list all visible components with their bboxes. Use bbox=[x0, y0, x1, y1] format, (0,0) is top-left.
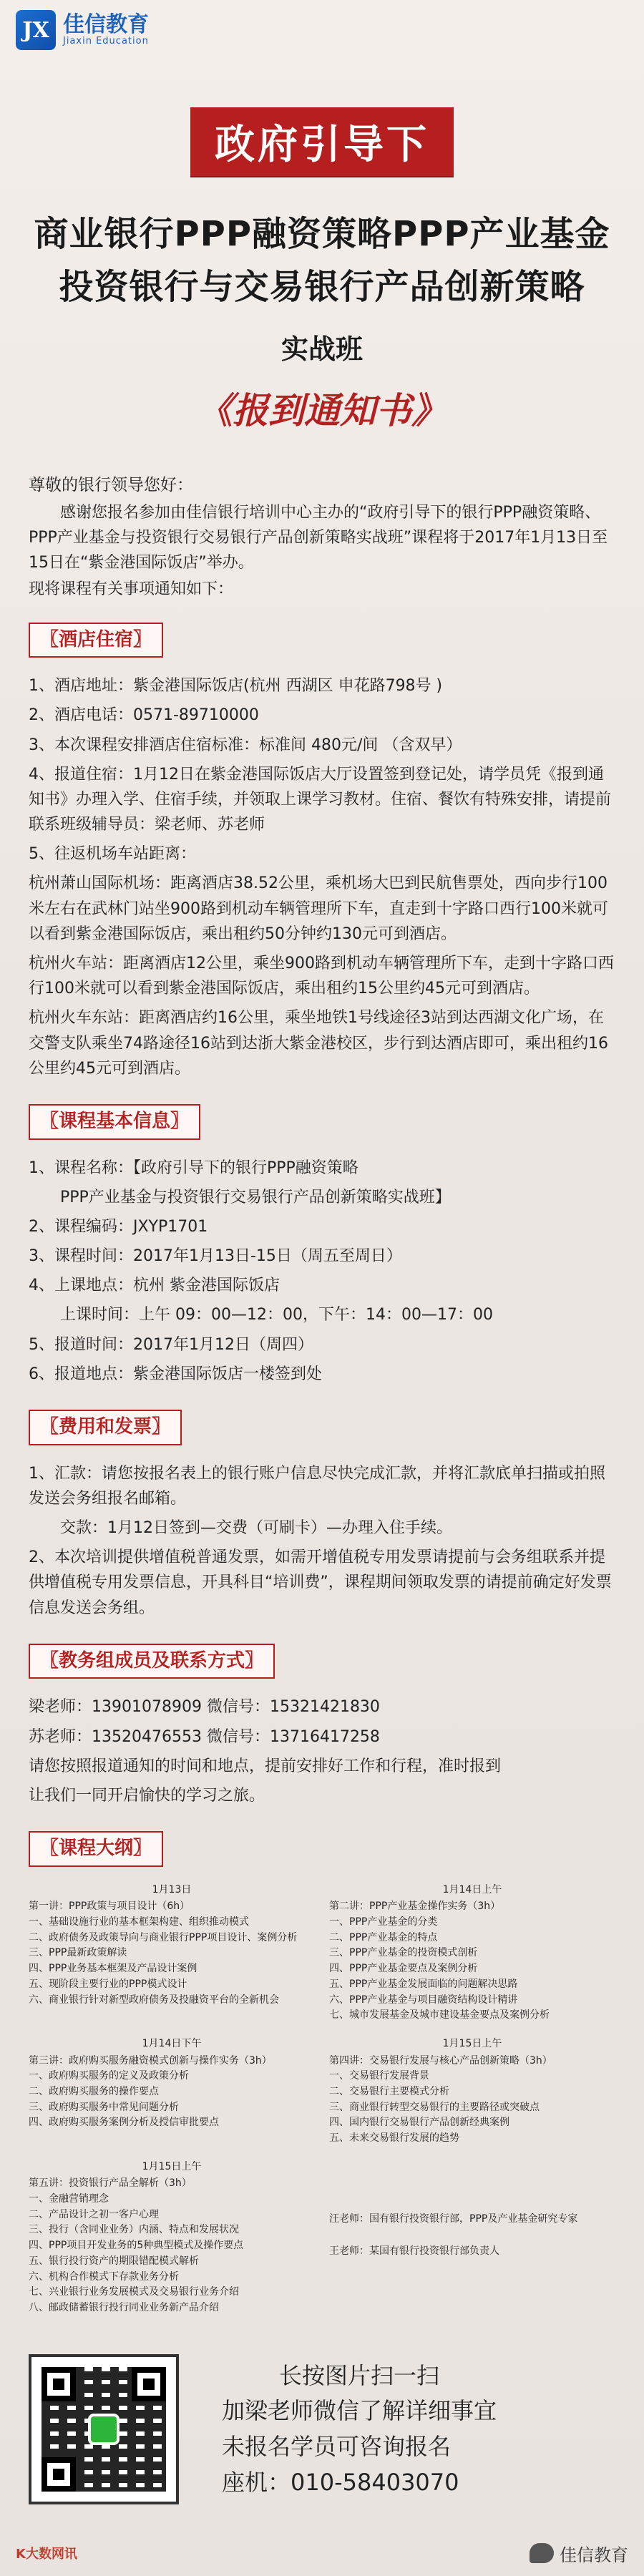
title-line-2: 投资银行与交易银行产品创新策略 bbox=[59, 267, 585, 308]
intro-body: 感谢您报名参加由佳信银行培训中心主办的“政府引导下的银行PPP融资策略、PPP产业基金与投资银行交易银行产品创新策略实战班”课程将于2017年1月13日至15日在“紫金港国际饭店”举办。 bbox=[29, 503, 608, 572]
outline-day: 1月14日上午 bbox=[442, 1883, 502, 1896]
section-fees: 〖费用和发票〗 bbox=[29, 1410, 182, 1445]
subtitle: 实战班 bbox=[280, 333, 363, 365]
qr-line: 未报名学员可咨询报名 bbox=[222, 2433, 452, 2460]
footer bbox=[0, 2530, 644, 2576]
hero bbox=[0, 107, 644, 434]
teacher-line: 汪老师：国有银行投资银行部，PPP及产业基金研究专家 bbox=[329, 2212, 578, 2225]
outline-day: 1月13日 bbox=[152, 1883, 192, 1896]
section-contacts: 〖教务组成员及联系方式〗 bbox=[29, 1644, 275, 1679]
outline-item: 一、政府购买服务的定义及政策分析 bbox=[29, 2070, 189, 2082]
outline-item: 五、现阶段主要行业的PPP模式设计 bbox=[29, 1978, 187, 1990]
outline-item: 七、兴业银行业务发展模式及交易银行业务介绍 bbox=[29, 2286, 239, 2298]
notice-title: 《报到通知书》 bbox=[197, 389, 447, 431]
list-item: 1、酒店地址：紫金港国际饭店(杭州 西湖区 申花路798号 ) bbox=[29, 677, 443, 696]
outline-header: 第三讲：政府购买服务融资模式创新与操作实务（3h） bbox=[29, 2054, 272, 2067]
outline-item: 一、交易银行发展背景 bbox=[329, 2070, 429, 2082]
content bbox=[29, 472, 615, 2329]
outline-block bbox=[329, 2036, 615, 2147]
wechat-name: 佳信教育 bbox=[560, 2545, 628, 2565]
teacher-line: 王老师：某国有银行投资银行部负责人 bbox=[329, 2245, 499, 2258]
qr-code[interactable] bbox=[29, 2354, 179, 2504]
outline-item: 三、PPP产业基金的投资模式剖析 bbox=[329, 1947, 478, 1959]
course-outline bbox=[29, 1883, 615, 2316]
list-item: 3、本次课程安排酒店住宿标准：标准间 480元/间 （含双早） bbox=[29, 736, 462, 754]
outline-item: 四、PPP业务基本框架及产品设计案例 bbox=[29, 1963, 197, 1975]
contacts-list bbox=[29, 1694, 615, 1808]
outline-item: 二、产品设计之初一客户心理 bbox=[29, 2208, 159, 2220]
qr-line: 长按图片扫一扫 bbox=[279, 2361, 440, 2389]
list-item: 5、报道时间：2017年1月12日（周四） bbox=[29, 1335, 313, 1354]
qr-area bbox=[29, 2340, 615, 2519]
section-course: 〖课程基本信息〗 bbox=[29, 1104, 200, 1140]
qr-finder-icon bbox=[42, 2457, 76, 2492]
outline-block bbox=[29, 2036, 315, 2147]
outline-item: 二、交易银行主要模式分析 bbox=[329, 2085, 449, 2097]
brand-logo-icon: JX bbox=[16, 10, 56, 50]
fees-list bbox=[29, 1461, 615, 1621]
wechat-logo-icon bbox=[88, 2414, 119, 2445]
list-item: 上课时间：上午 09：00—12：00，下午：14：00—17：00 bbox=[60, 1306, 493, 1324]
course-list bbox=[29, 1156, 615, 1387]
outline-day: 1月15日上午 bbox=[442, 2037, 502, 2049]
title-line-1: 商业银行PPP融资策略PPP产业基金 bbox=[34, 214, 610, 254]
brand bbox=[16, 10, 149, 50]
outline-row bbox=[29, 1883, 615, 2024]
outline-item: 三、商业银行转型交易银行的主要路径或突破点 bbox=[329, 2101, 540, 2113]
outline-item: 五、PPP产业基金发展面临的问题解决思路 bbox=[329, 1978, 518, 1990]
outline-item: 八、邮政储蓄银行投行同业业务新产品介绍 bbox=[29, 2301, 219, 2313]
outline-item: 六、商业银行针对新型政府债务及投融资平台的全新机会 bbox=[29, 1994, 279, 2006]
outline-item: 一、基础设施行业的基本框架构建、组织推动模式 bbox=[29, 1916, 249, 1928]
outline-teachers bbox=[329, 2160, 615, 2316]
route-airport: 杭州萧山国际机场：距离酒店38.52公里，乘机场大巴到民航售票处，西向步行100米左右在武林门站坐900路到机动车辆管理所下车，直走到十字路口西行100米就可以看到紫金港国际饭店，乘出租约50分钟约130元可到酒店。 bbox=[29, 874, 608, 943]
qr-line: 座机：010-58403070 bbox=[222, 2468, 459, 2496]
outline-item: 四、PPP项目开发业务的5种典型模式及操作要点 bbox=[29, 2240, 244, 2252]
fees-pay: 交款：1月12日签到—交费（可刷卡）—办理入住手续。 bbox=[60, 1519, 452, 1538]
outline-row bbox=[29, 2160, 615, 2316]
outline-day: 1月15日上午 bbox=[142, 2160, 202, 2172]
outline-block bbox=[29, 1883, 315, 2024]
page-title bbox=[0, 208, 644, 314]
contacts-closing: 让我们一同开启愉快的学习之旅。 bbox=[29, 1786, 265, 1805]
outline-item: 五、银行投行资产的期限错配模式解析 bbox=[29, 2255, 199, 2267]
outline-row bbox=[29, 2036, 615, 2147]
list-item: 2、课程编码：JXYP1701 bbox=[29, 1217, 208, 1236]
outline-day: 1月14日下午 bbox=[142, 2037, 202, 2049]
contacts-note: 请您按照报道通知的时间和地点，提前安排好工作和行程，准时报到 bbox=[29, 1757, 502, 1775]
section-hotel: 〖酒店住宿〗 bbox=[29, 623, 163, 658]
outline-item: 六、机构合作模式下存款业务分析 bbox=[29, 2270, 179, 2283]
outline-item: 二、政府债务及政策导向与商业银行PPP项目设计、案例分析 bbox=[29, 1931, 298, 1943]
list-item: 4、报道住宿：1月12日在紫金港国际饭店大厅设置签到登记处，请学员凭《报到通知书》办理入学、住宿手续，并领取上课学习教材。住宿、餐饮有特殊安排，请提前联系班级辅导员：梁老师、苏老师 bbox=[29, 765, 612, 834]
footer-mark: K大数网讯 bbox=[16, 2547, 77, 2562]
brand-name: 佳信教育 bbox=[63, 11, 149, 37]
fees-invoice: 2、本次培训提供增值税普通发票，如需开增值税专用发票请提前与会务组联系并提供增值税专用发票信息，开具科目“培训费”，课程期间领取发票的请提前确定好发票信息发送会务组。 bbox=[29, 1548, 612, 1617]
outline-block bbox=[29, 2160, 315, 2316]
contact-line: 苏老师：13520476553 微信号：13716417258 bbox=[29, 1727, 380, 1746]
outline-item: 四、政府购买服务案例分析及授信审批要点 bbox=[29, 2117, 219, 2129]
intro bbox=[29, 472, 615, 602]
fees-remit: 1、汇款：请您按报名表上的银行账户信息尽快完成汇款，并将汇款底单扫描或拍照发送会务组报名邮箱。 bbox=[29, 1464, 605, 1508]
outline-item: 一、PPP产业基金的分类 bbox=[329, 1916, 438, 1928]
outline-item: 七、城市发展基金及城市建设基金要点及案例分析 bbox=[329, 2009, 550, 2021]
outline-header: 第一讲：PPP政策与项目设计（6h） bbox=[29, 1901, 190, 1913]
outline-block bbox=[329, 1883, 615, 2024]
outline-item: 五、未来交易银行发展的趋势 bbox=[329, 2132, 459, 2145]
brand-text bbox=[63, 11, 149, 47]
outline-item: 四、国内银行交易银行产品创新经典案例 bbox=[329, 2117, 509, 2129]
outline-header: 第四讲：交易银行发展与核心产品创新策略（3h） bbox=[329, 2054, 552, 2067]
list-item: 2、酒店电话：0571-89710000 bbox=[29, 706, 259, 725]
list-item: 5、往返机场车站距离： bbox=[29, 845, 196, 864]
outline-item: 二、政府购买服务的操作要点 bbox=[29, 2085, 159, 2097]
outline-header: 第五讲：投资银行产品全解析（3h） bbox=[29, 2177, 192, 2190]
outline-header: 第二讲：PPP产业基金操作实务（3h） bbox=[329, 1901, 501, 1913]
salutation: 尊敬的银行领导您好： bbox=[29, 476, 193, 494]
section-outline: 〖课程大纲〗 bbox=[29, 1831, 163, 1867]
qr-finder-icon bbox=[132, 2367, 166, 2401]
outline-item: 二、PPP产业基金的特点 bbox=[329, 1931, 438, 1943]
wechat-icon bbox=[530, 2543, 554, 2563]
qr-finder-icon bbox=[42, 2367, 76, 2401]
route-station: 杭州火车站：距离酒店12公里，乘坐900路到机动车辆管理所下车，走到十字路口西行100米就可以看到紫金港国际饭店，乘出租约15公里约45元可到酒店。 bbox=[29, 955, 614, 998]
route-east-station: 杭州火车东站：距离酒店约16公里，乘坐地铁1号线途径3站到达西湖文化广场，在交警支队乘坐74路途径16站到达浙大紫金港校区，步行到达酒店即可，乘出租约16公里约45元可到酒店。 bbox=[29, 1009, 608, 1078]
wechat-account[interactable] bbox=[530, 2541, 628, 2566]
gov-banner: 政府引导下 bbox=[190, 107, 454, 176]
list-item: 1、课程名称：【政府引导下的银行PPP融资策略 bbox=[29, 1158, 358, 1177]
outline-item: 三、PPP最新政策解读 bbox=[29, 1947, 127, 1959]
intro-closing: 现将课程有关事项通知如下： bbox=[29, 580, 234, 599]
outline-item: 三、政府购买服务中常见问题分析 bbox=[29, 2101, 179, 2113]
qr-text bbox=[222, 2358, 497, 2500]
list-item: 3、课程时间：2017年1月13日-15日（周五至周日） bbox=[29, 1247, 402, 1266]
list-item: 6、报道地点：紫金港国际饭店一楼签到处 bbox=[29, 1365, 322, 1383]
brand-name-en: Jiaxin Education bbox=[63, 36, 149, 47]
list-item: 4、上课地点：杭州 紫金港国际饭店 bbox=[29, 1277, 280, 1295]
outline-item: 六、PPP产业基金与项目融资结构设计精讲 bbox=[329, 1994, 518, 2006]
qr-line: 加梁老师微信了解详细事宜 bbox=[222, 2397, 497, 2425]
outline-item: 三、投行（含同业业务）内涵、特点和发展状况 bbox=[29, 2224, 239, 2236]
hotel-list bbox=[29, 673, 615, 1081]
outline-item: 四、PPP产业基金要点及案例分析 bbox=[329, 1963, 478, 1975]
list-item: PPP产业基金与投资银行交易银行产品创新策略实战班】 bbox=[60, 1188, 451, 1206]
contact-line: 梁老师：13901078909 微信号：15321421830 bbox=[29, 1698, 380, 1717]
outline-item: 一、金融营销理念 bbox=[29, 2193, 109, 2205]
